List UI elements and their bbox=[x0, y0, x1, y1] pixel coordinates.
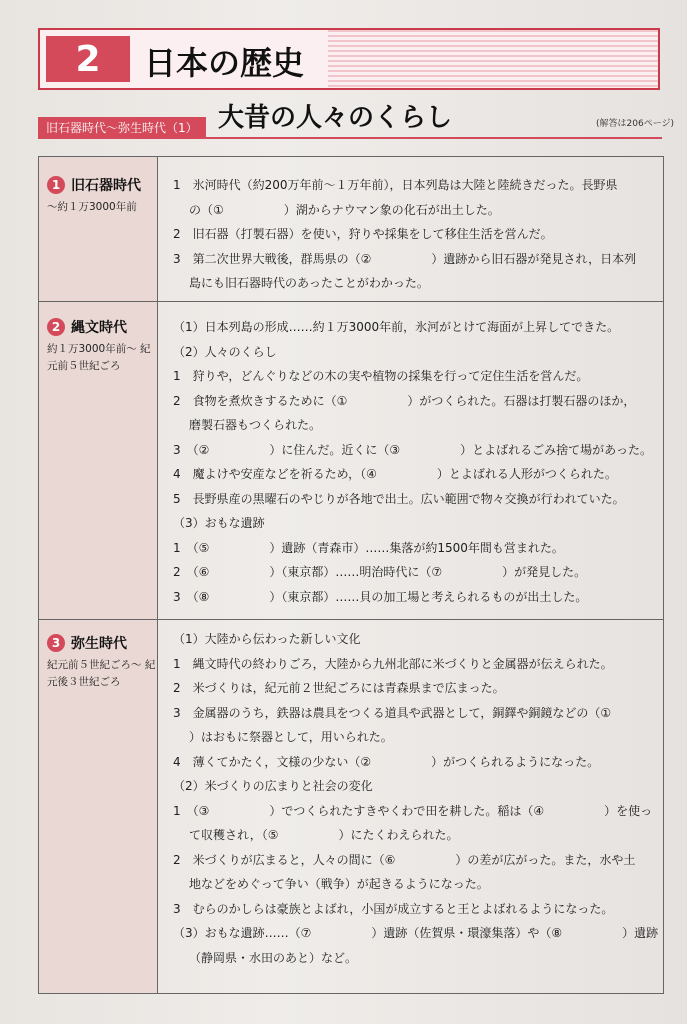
row-divider bbox=[39, 301, 663, 302]
section-tag: 旧石器時代〜弥生時代（1） bbox=[38, 117, 206, 139]
content-line: 2 米づくりが広まると，人々の間に（⑥ ）の差が広がった。また，水や土 bbox=[173, 852, 636, 867]
row-divider bbox=[39, 619, 663, 620]
content-line: （2）米づくりの広まりと社会の変化 bbox=[173, 779, 373, 793]
answer-reference: (解答は206ページ) bbox=[596, 119, 675, 129]
content-line: （3）おもな遺跡 bbox=[173, 516, 265, 530]
section-number-badge: 1 bbox=[47, 176, 65, 194]
section-1-content bbox=[173, 173, 657, 296]
content-line: 磨製石器もつくられた。 bbox=[189, 418, 322, 432]
content-line: 1 縄文時代の終わりごろ，大陸から九州北部に米づくりと金属器が伝えられた。 bbox=[173, 656, 613, 671]
content-line: ）はおもに祭器として，用いられた。 bbox=[189, 730, 393, 744]
chapter-header bbox=[38, 28, 660, 90]
content-line: の（① ）湖からナウマン象の化石が出土した。 bbox=[189, 202, 500, 217]
section-number-badge: 2 bbox=[47, 318, 65, 336]
content-line: （3）おもな遺跡……（⑦ ）遺跡（佐賀県・環濠集落）や（⑧ ）遺跡 bbox=[173, 926, 659, 940]
content-line: 2 旧石器（打製石器）を使い，狩りや採集をして移住生活を営んだ。 bbox=[173, 227, 553, 241]
content-line: 2 米づくりは，紀元前２世紀ごろには青森県まで広まった。 bbox=[173, 681, 505, 695]
content-line: 地などをめぐって争い（戦争）が起きるようになった。 bbox=[189, 877, 489, 891]
era-name: 旧石器時代 bbox=[71, 178, 141, 194]
section-3-content bbox=[173, 627, 657, 970]
era-range: 紀元前５世紀ごろ〜 紀元後３世紀ごろ bbox=[47, 659, 156, 688]
content-line: 1 氷河時代（約200万年前〜１万年前），日本列島は大陸と陸続きだった。長野県 bbox=[173, 178, 618, 192]
content-line: 1 狩りや，どんぐりなどの木の実や植物の採集を行って定住生活を営んだ。 bbox=[173, 369, 589, 383]
era-name: 弥生時代 bbox=[71, 636, 127, 652]
content-line: 3 むらのかしらは豪族とよばれ，小国が成立すると王とよばれるようになった。 bbox=[173, 901, 614, 916]
summary-table bbox=[38, 156, 664, 994]
content-line: （2）人々のくらし bbox=[173, 344, 277, 359]
era-cell-1 bbox=[47, 175, 157, 216]
content-line: 2 食物を煮炊きするために（① ）がつくられた。石器は打製石器のほか， bbox=[173, 393, 636, 408]
content-line: 1 （③ ）でつくられたすきやくわで田を耕した。稲は（④ ）を使っ bbox=[173, 803, 653, 818]
era-range: 約１万3000年前〜 紀元前５世紀ごろ bbox=[47, 343, 151, 372]
content-line: 3 （② ）に住んだ。近くに（③ ）とよばれるごみ捨て場があった。 bbox=[173, 442, 653, 457]
content-line: 4 薄くてかたく，文様の少ない（② ）がつくられるようになった。 bbox=[173, 754, 600, 769]
content-line: て収穫され，（⑤ ）にたくわえられた。 bbox=[189, 828, 459, 842]
era-column bbox=[39, 157, 158, 993]
era-cell-2 bbox=[47, 317, 157, 375]
section-title: 大昔の人々のくらし bbox=[218, 103, 453, 133]
section-number-badge: 3 bbox=[47, 634, 65, 652]
content-line: 3 金属器のうち，鉄器は農具をつくる道具や武器として，銅鐸や銅鏡などの（① bbox=[173, 705, 612, 720]
content-line: 3 （⑧ ）（東京都）……貝の加工場と考えられるものが出土した。 bbox=[173, 589, 588, 604]
section-2-content bbox=[173, 315, 657, 609]
era-cell-3 bbox=[47, 633, 157, 691]
content-line: 2 （⑥ ）（東京都）……明治時代に（⑦ ）が発見した。 bbox=[173, 565, 587, 579]
section-rule bbox=[206, 137, 662, 139]
header-stripes bbox=[328, 30, 658, 88]
chapter-number: 2 bbox=[46, 36, 130, 82]
chapter-title: 日本の歴史 bbox=[144, 44, 305, 82]
content-line: 島にも旧石器時代のあったことがわかった。 bbox=[189, 276, 429, 290]
era-range: 〜約１万3000年前 bbox=[47, 201, 137, 213]
content-line: （1）日本列島の形成……約１万3000年前，氷河がとけて海面が上昇してできた。 bbox=[173, 320, 620, 334]
content-line: 3 第二次世界大戦後，群馬県の（② ）遺跡から旧石器が発見され，日本列 bbox=[173, 251, 637, 266]
content-line: （静岡県・水田のあと）など。 bbox=[189, 950, 358, 965]
content-line: 5 長野県産の黒曜石のやじりが各地で出土。広い範囲で物々交換が行われていた。 bbox=[173, 491, 625, 506]
content-line: 4 魔よけや安産などを祈るため，（④ ）とよばれる人形がつくられた。 bbox=[173, 467, 617, 481]
era-name: 縄文時代 bbox=[71, 320, 127, 336]
content-line: 1 （⑤ ）遺跡（青森市）……集落が約1500年間も営まれた。 bbox=[173, 540, 564, 555]
content-line: （1）大陸から伝わった新しい文化 bbox=[173, 632, 361, 646]
